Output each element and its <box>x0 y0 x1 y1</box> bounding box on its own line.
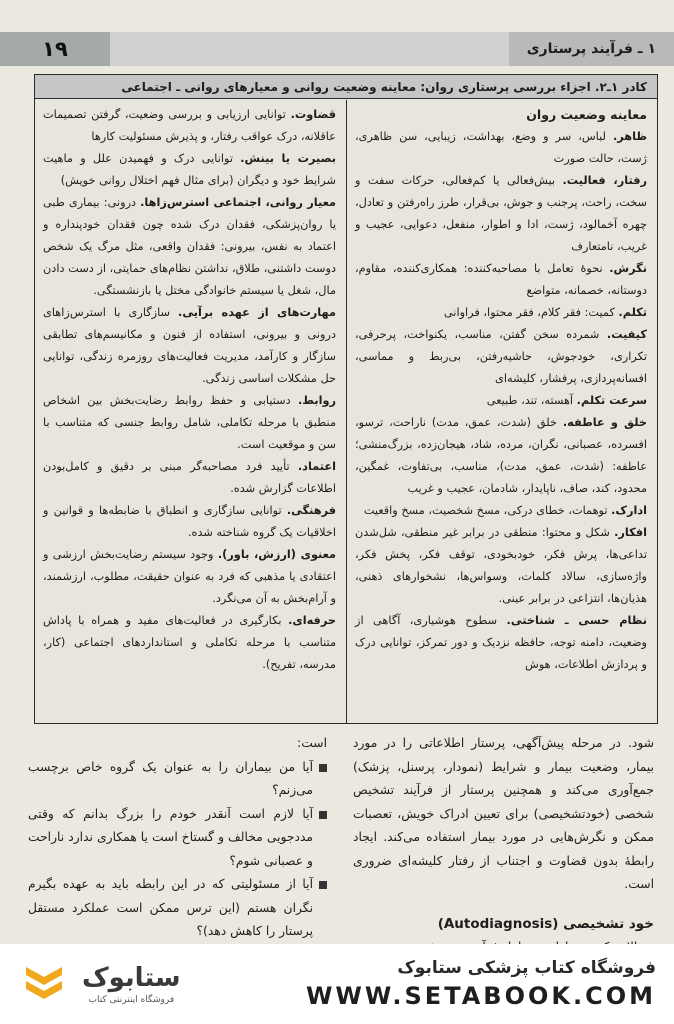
definition-term: کیفیت. <box>606 328 647 341</box>
definition-term: افکار. <box>614 526 647 539</box>
question-list <box>28 756 327 968</box>
definition-term: خلق و عاطفه. <box>562 416 647 429</box>
box-left-column <box>35 100 346 723</box>
definition-item <box>43 104 336 148</box>
question-text: آیا از مسئولیتی که در این رابطه باید به عهده بگیرم نگران هستم (این ترس ممکن است عملکرد مستقل پرستار را کاهش دهد)؟ <box>28 877 313 938</box>
definition-term: مهارت‌های از عهده برآیی. <box>178 306 336 319</box>
chevron-logo-icon <box>22 961 68 1007</box>
definition-text: بکارگیری در فعالیت‌های مفید و همراه با پاداش متناسب با مرحله تکاملی و استانداردهای اجتماعی (کار، مدرسه، تفریح). <box>43 614 336 671</box>
definition-text: درونی: بیماری طبی یا روان‌پزشکی، فقدان درک شده چون فقدان خودپنداره و اعتماد به نفس، بیرونی: فقدان واقعی، مثل مرگ یک شخص دوست داشتنی، طلاق، نداشتن نظام‌های حمایتی، از دست دادن مال، شغل یا سیستم خانوادگی مختل یا بازنشستگی. <box>43 196 336 297</box>
definition-term: روابط. <box>297 394 336 407</box>
box-columns <box>35 100 657 723</box>
definition-item <box>355 610 647 676</box>
definition-item <box>355 522 647 610</box>
definition-text: شمرده سخن گفتن، مناسب، یکنواخت، پرحرفی، تکراری، خودجوش، حاشیه‌رفتن، بی‌ربط و مماسی، افسانه‌پردازی، پرفشار، کلیشه‌ای <box>355 328 647 385</box>
definition-term: ظاهر. <box>612 130 647 143</box>
question-text: آیا لازم است آنقدر خودم را بزرگ بدانم که وقتی مددجویی مخالف و گستاخ است یا همکاری ندارد ناراحت و عصبانی شوم؟ <box>28 806 313 868</box>
definition-text: شکل و محتوا: منطقی در برابر غیر منطقی، شل‌شدن تداعی‌ها، پرش فکر، خودبخودی، توقف فکر، پخش فکر، واژه‌سازی، سالاد کلمات، وسواس‌ها، نشخوارهای ذهنی، هذیان‌ها، انتزاعی در برابر عینی. <box>355 526 647 605</box>
list-item <box>28 803 327 874</box>
definition-term: تکلم. <box>618 306 647 319</box>
shop-info <box>270 944 674 1024</box>
logo <box>0 944 270 1024</box>
definition-text: لباس، سر و وضع، بهداشت، زیبایی، سن ظاهری، ژست، حالت صورت <box>355 130 647 165</box>
definition-term: رفتار، فعالیت. <box>562 174 647 187</box>
definition-text: خلق (شدت، عمق، مدت) ناراحت، ترسو، افسرده، عصبانی، نگران، مرده، شاد، هیجان‌زده، بزرگ‌منشی؛ عاطفه: (شدت، عمق، مدت)، مناسب، بی‌تفاوت، غمگین، محدود، کند، صاف، ناپایدار، شادمان، عجیب و غریب <box>355 416 647 495</box>
main-left-column <box>24 732 341 944</box>
chapter-title: ۱ ـ فرآیند پرستاری <box>509 32 674 66</box>
definition-item <box>43 148 336 192</box>
square-bullet-icon <box>319 881 327 889</box>
column-heading: معاینه وضعیت روان <box>526 107 647 122</box>
definition-term: نگرش. <box>609 262 647 275</box>
page-header <box>0 32 674 66</box>
definition-text: آهسته، تند، طبیعی <box>486 394 577 407</box>
body-paragraph: شود. در مرحله پیش‌آگهی، پرستار اطلاعاتی را در مورد بیمار، وضعیت بیمار و شرایط (نمودار، پرسنل، پزشک) جمع‌آوری می‌کند و همچنین پرستار از فرآیند تشخیص شخصی (خودتشخیصی) برای تعیین ادراک خویش، تعصبات ممکن و نگرش‌هایی در مورد بیمار استفاده می‌کند. ایجاد رابطهٔ بدون قضاوت و اجتناب از رفتار کلیشه‌ای ضروری است. <box>353 736 654 891</box>
definition-term: معنوی (ارزش، باور). <box>217 548 337 561</box>
definition-text: سازگاری با استرس‌زاهای درونی و بیرونی، استفاده از فنون و مکانیسم‌های تطابقی سازگار و کارآمد، مدیریت فعالیت‌های روزمره زندگی، توانایی حل مشکلات اساسی زندگی. <box>43 306 336 385</box>
definition-item <box>43 390 336 456</box>
header-band <box>110 32 674 66</box>
definition-text: بیش‌فعالی یا کم‌فعالی، حرکات سفت و سخت، راحت، پرجنب و جوش، بی‌قرار، طرز راه‌رفتن و تعادل، چهره آخمالود، ژست، ادا و اطوار، منفعل، دعوایی، عجیب و غریب، نامتعارف <box>355 174 647 253</box>
definition-item <box>43 500 336 544</box>
logo-word <box>82 963 181 1005</box>
info-box <box>34 74 658 724</box>
definition-term: نظام حسی ـ شناختی. <box>506 614 647 627</box>
box-right-column <box>346 100 657 723</box>
definition-item <box>355 324 647 390</box>
definition-term: قضاوت. <box>290 108 336 121</box>
main-text <box>24 732 658 944</box>
definition-term: حرفه‌ای. <box>288 614 336 627</box>
definition-item <box>355 170 647 258</box>
shop-name: فروشگاه کتاب پزشکی ستابوک <box>397 958 656 978</box>
definition-text: توانایی درک و فهمیدن علل و ماهیت شرایط خود و دیگران (برای مثال فهم اختلال روانی خویش) <box>43 152 336 187</box>
shop-url[interactable]: WWW.SETABOOK.COM <box>305 982 656 1010</box>
square-bullet-icon <box>319 811 327 819</box>
definition-term: بصیرت یا بینش. <box>240 152 336 165</box>
question-text: آیا من بیماران را به عنوان یک گروه خاص برچسب می‌زنم؟ <box>28 759 313 797</box>
logo-subtitle: فروشگاه اینترنتی کتاب <box>88 995 175 1005</box>
definition-item <box>355 258 647 302</box>
definition-text: کمیت: فقر کلام، فقر محتوا، فراوانی <box>443 306 619 319</box>
logo-text: ستابوک <box>82 963 181 993</box>
definition-term: معیار روانی، اجتماعی استرس‌زاها. <box>140 196 336 209</box>
definition-item <box>355 126 647 170</box>
list-item <box>28 756 327 803</box>
definition-term: فرهنگی. <box>286 504 336 517</box>
definition-item <box>355 500 647 522</box>
definition-text: تأیید فرد مصاحبه‌گر مبنی بر دقیق و کامل‌بودن اطلاعات گزارش شده. <box>43 460 336 495</box>
definition-item <box>43 610 336 676</box>
publisher-banner <box>0 944 674 1024</box>
definition-item <box>355 412 647 500</box>
definition-text: توانایی سازگاری و انطباق با ضابطه‌ها و قوانین و اخلاقیات یک گروه شناخته شده. <box>43 504 336 539</box>
definition-item <box>355 390 647 412</box>
definition-term: ادارک. <box>611 504 647 517</box>
definition-term: اعتماد. <box>297 460 336 473</box>
definition-item <box>43 544 336 610</box>
section-title: خود تشخیصی (Autodiagnosis) <box>437 915 654 932</box>
definition-item <box>43 456 336 500</box>
definition-text: دستیابی و حفظ روابط رضایت‌بخش بین اشخاص منطبق با مرحله تکاملی، شامل روابط جنسی که متناسب با سن و موقعیت است. <box>43 394 336 451</box>
definition-item <box>355 302 647 324</box>
definition-text: وجود سیستم رضایت‌بخش ارزشی و اعتقادی یا مذهبی که فرد به عنوان حقیقت، مطلوب، ارزشمند، و آرام‌بخش به آن می‌نگرد. <box>43 548 336 605</box>
definition-text: سطوح هوشیاری، آگاهی از وضعیت، دامنه توجه، حافظه نزدیک و دور تمرکز، توانایی درک و پردازش اطلاعات، هوش <box>355 614 647 671</box>
definition-text: توانایی ارزیابی و بررسی وضعیت، گرفتن تصمیمات عاقلانه، درک عواقب رفتار، و پذیرش مسئولیت کارها <box>43 108 336 143</box>
definition-item <box>43 302 336 390</box>
definition-text: نحوۀ تعامل با مصاحبه‌کننده: همکاری‌کننده، مقاوم، دوستانه، خصمانه، متواضع <box>355 262 647 297</box>
page-number: ۱۹ <box>0 32 110 66</box>
definition-item <box>43 192 336 302</box>
list-intro: است: <box>297 736 327 750</box>
square-bullet-icon <box>319 764 327 772</box>
list-item <box>28 873 327 944</box>
box-title: کادر ۱ـ۲. اجزاء بررسی پرستاری روان: معاینه وضعیت روانی و معیارهای روانی ـ اجتماعی <box>35 75 657 99</box>
definition-text: توهمات، خطای درکی، مسخ شخصیت، مسخ واقعیت <box>363 504 612 517</box>
main-right-column <box>341 732 658 944</box>
definition-term: سرعت تکلم. <box>576 394 647 407</box>
